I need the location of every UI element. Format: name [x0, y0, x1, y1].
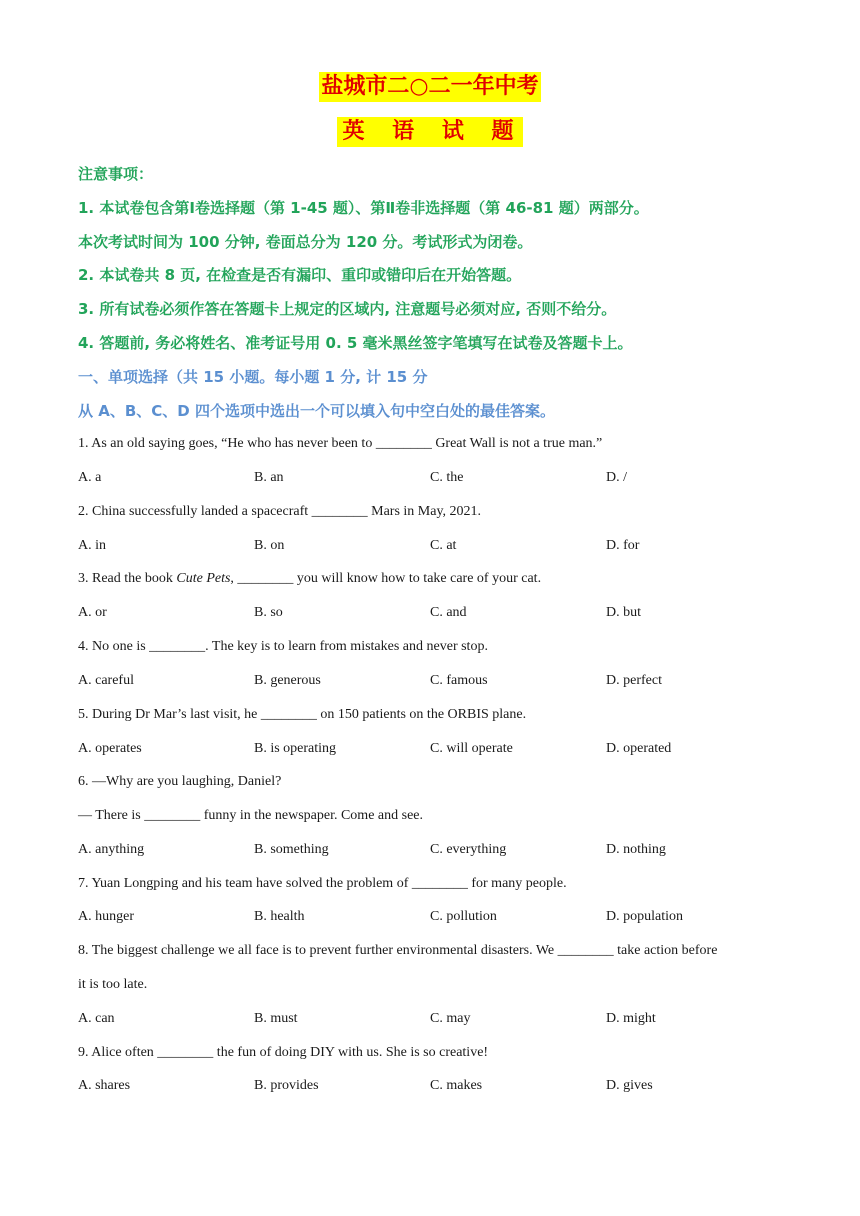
section-instruction: 从 A、B、C、D 四个选项中选出一个可以填入句中空白处的最佳答案。: [78, 402, 555, 420]
question-stem: 6. —Why are you laughing, Daniel?: [78, 774, 282, 789]
option-c: C. the: [430, 470, 464, 485]
book-title: Cute Pets: [176, 571, 231, 586]
notice-item-3: 3. 所有试卷必须作答在答题卡上规定的区域内, 注意题号必须对应, 否则不给分。: [78, 300, 617, 318]
question-stem-cont: — There is ________ funny in the newspaper. Come and see.: [78, 808, 424, 823]
title-row: [0, 72, 860, 102]
option-b: B. must: [254, 1011, 298, 1026]
stem-text: 3. Read the book: [78, 571, 177, 586]
option-d: D. but: [606, 605, 641, 620]
notice-item-1: 1. 本试卷包含第Ⅰ卷选择题（第 1-45 题）、第Ⅱ卷非选择题（第 46-81 题）两部分。: [78, 199, 649, 217]
stem-text: , ________ you will know how to take care of your cat.: [230, 571, 542, 586]
option-b: B. something: [254, 842, 329, 857]
option-c: C. at: [430, 538, 457, 553]
question-stem-cont: it is too late.: [78, 977, 148, 992]
option-a: A. hunger: [78, 909, 134, 924]
option-c: C. pollution: [430, 909, 497, 924]
question-stem: 2. China successfully landed a spacecraft ________ Mars in May, 2021.: [78, 504, 482, 519]
option-c: C. everything: [430, 842, 507, 857]
question-stem: 5. During Dr Mar’s last visit, he ________ on 150 patients on the ORBIS plane.: [78, 707, 527, 722]
question-stem: 7. Yuan Longping and his team have solved the problem of ________ for many people.: [78, 876, 567, 891]
option-a: A. operates: [78, 741, 142, 756]
notice-item-4: 4. 答题前, 务必将姓名、准考证号用 0. 5 毫米黑丝签字笔填写在试卷及答题卡上。: [78, 334, 633, 352]
option-b: B. health: [254, 909, 305, 924]
notice-item-2: 2. 本试卷共 8 页, 在检查是否有漏印、重印或错印后在开始答题。: [78, 266, 522, 284]
question-stem: [78, 569, 541, 589]
option-a: A. shares: [78, 1078, 131, 1093]
option-d: D. might: [606, 1011, 656, 1026]
option-d: D. /: [606, 470, 627, 485]
option-b: B. an: [254, 470, 284, 485]
notice-item-1-cont: 本次考试时间为 100 分钟, 卷面总分为 120 分。考试形式为闭卷。: [78, 233, 533, 251]
question-stem: 1. As an old saying goes, “He who has never been to ________ Great Wall is not a true man.”: [78, 436, 603, 451]
option-c: C. may: [430, 1011, 471, 1026]
option-d: D. gives: [606, 1078, 653, 1093]
option-b: B. provides: [254, 1078, 319, 1093]
option-a: A. can: [78, 1011, 115, 1026]
subtitle-row: [0, 117, 860, 147]
option-c: C. famous: [430, 673, 488, 688]
option-c: C. and: [430, 605, 467, 620]
option-a: A. a: [78, 470, 102, 485]
option-b: B. so: [254, 605, 283, 620]
option-d: D. for: [606, 538, 640, 553]
option-c: C. makes: [430, 1078, 483, 1093]
question-stem: 4. No one is ________. The key is to learn from mistakes and never stop.: [78, 639, 488, 654]
question-stem: 8. The biggest challenge we all face is to prevent further environmental disasters. We ________ take action before: [78, 943, 718, 958]
option-d: D. population: [606, 909, 683, 924]
option-b: B. on: [254, 538, 285, 553]
question-stem: 9. Alice often ________ the fun of doing DIY with us. She is so creative!: [78, 1045, 489, 1060]
option-a: A. or: [78, 605, 107, 620]
option-a: A. careful: [78, 673, 134, 688]
exam-title: 盐城市二○二一年中考: [319, 72, 540, 102]
notice-heading: 注意事项：: [78, 165, 154, 183]
option-d: D. operated: [606, 741, 672, 756]
option-d: D. nothing: [606, 842, 666, 857]
exam-subtitle: 英 语 试 题: [337, 117, 524, 147]
option-a: A. in: [78, 538, 106, 553]
option-c: C. will operate: [430, 741, 513, 756]
option-b: B. generous: [254, 673, 321, 688]
option-d: D. perfect: [606, 673, 662, 688]
option-b: B. is operating: [254, 741, 337, 756]
section-title: 一、单项选择（共 15 小题。每小题 1 分, 计 15 分: [78, 368, 428, 386]
option-a: A. anything: [78, 842, 145, 857]
